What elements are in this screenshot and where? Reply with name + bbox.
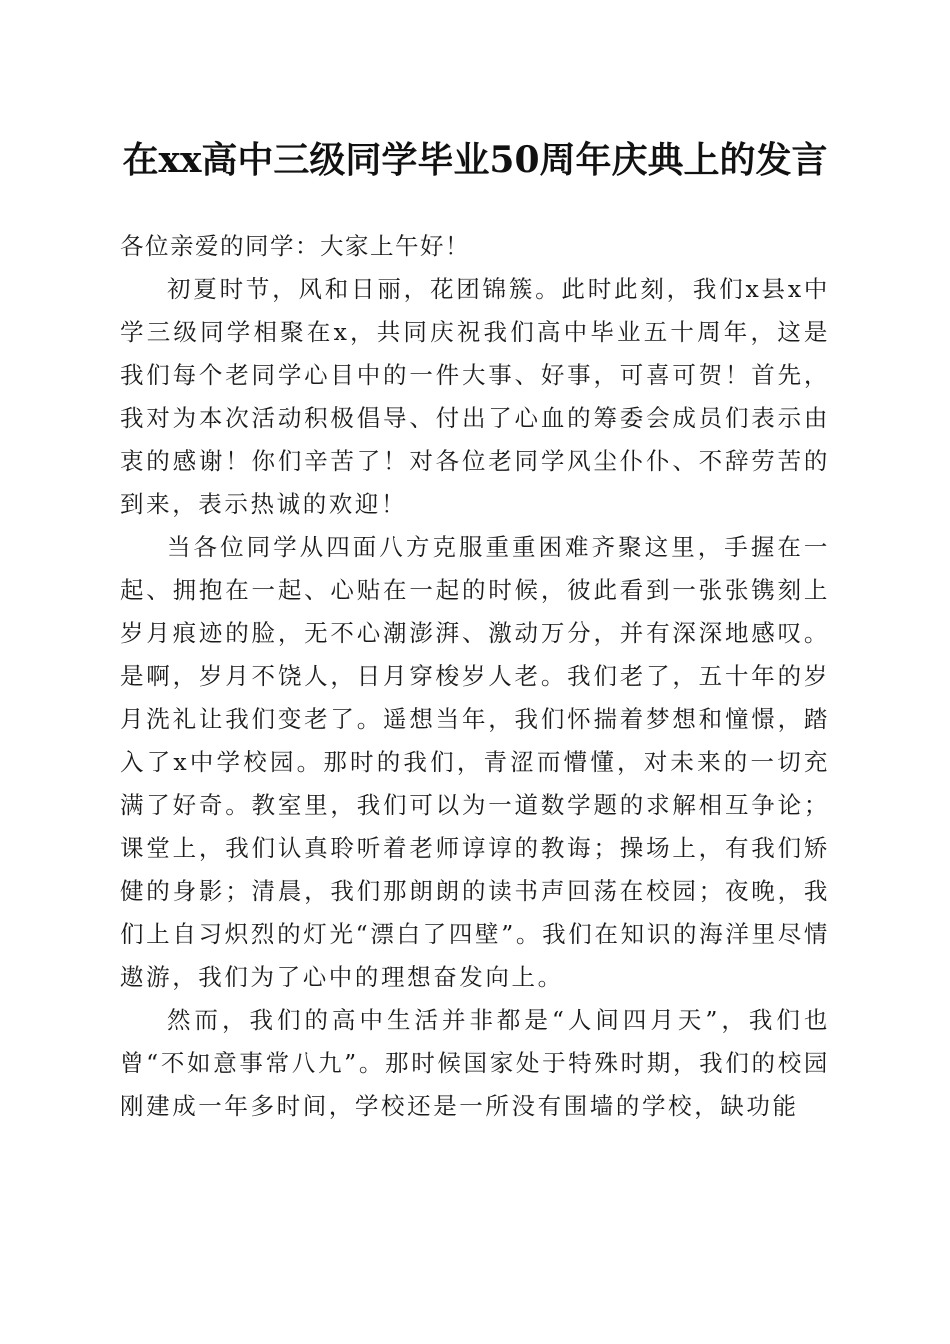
paragraph-2: 当各位同学从四面八方克服重重困难齐聚这里，手握在一起、拥抱在一起、心贴在一起的时候，彼此看到一张张镌刻上岁月痕迹的脸，无不心潮澎湃、激动万分，并有深深地感叹。是啊，岁月不饶人，日月穿梭岁人老。我们老了，五十年的岁月洗礼让我们变老了。遥想当年，我们怀揣着梦想和憧憬，踏入了x中学校园。那时的我们，青涩而懵懂，对未来的一切充满了好奇。教室里，我们可以为一道数学题的求解相互争论；课堂上，我们认真聆听着老师谆谆的教诲；操场上，有我们矫健的身影；清晨，我们那朗朗的读书声回荡在校园；夜晚，我们上自习炽烈的灯光“漂白了四壁”。我们在知识的海洋里尽情遨游，我们为了心中的理想奋发向上。: [120, 533, 830, 991]
paragraph-1: 初夏时节，风和日丽，花团锦簇。此时此刻，我们x县x中学三级同学相聚在x，共同庆祝我们高中毕业五十周年，这是我们每个老同学心目中的一件大事、好事，可喜可贺！首先，我对为本次活动积极倡导、付出了心血的筹委会成员们表示由衷的感谢！你们辛苦了！对各位老同学风尘仆仆、不辞劳苦的到来，表示热诚的欢迎！: [120, 275, 830, 518]
document-body: [120, 225, 830, 1128]
document-title: 在xx高中三级同学毕业50周年庆典上的发言: [122, 139, 828, 181]
paragraph-3: 然而，我们的高中生活并非都是“人间四月天”，我们也曾“不如意事常八九”。那时候国家处于特殊时期，我们的校园刚建成一年多时间，学校还是一所没有围墙的学校，缺功能: [120, 1006, 830, 1120]
greeting-line: 各位亲爱的同学：大家上午好！: [120, 232, 470, 260]
